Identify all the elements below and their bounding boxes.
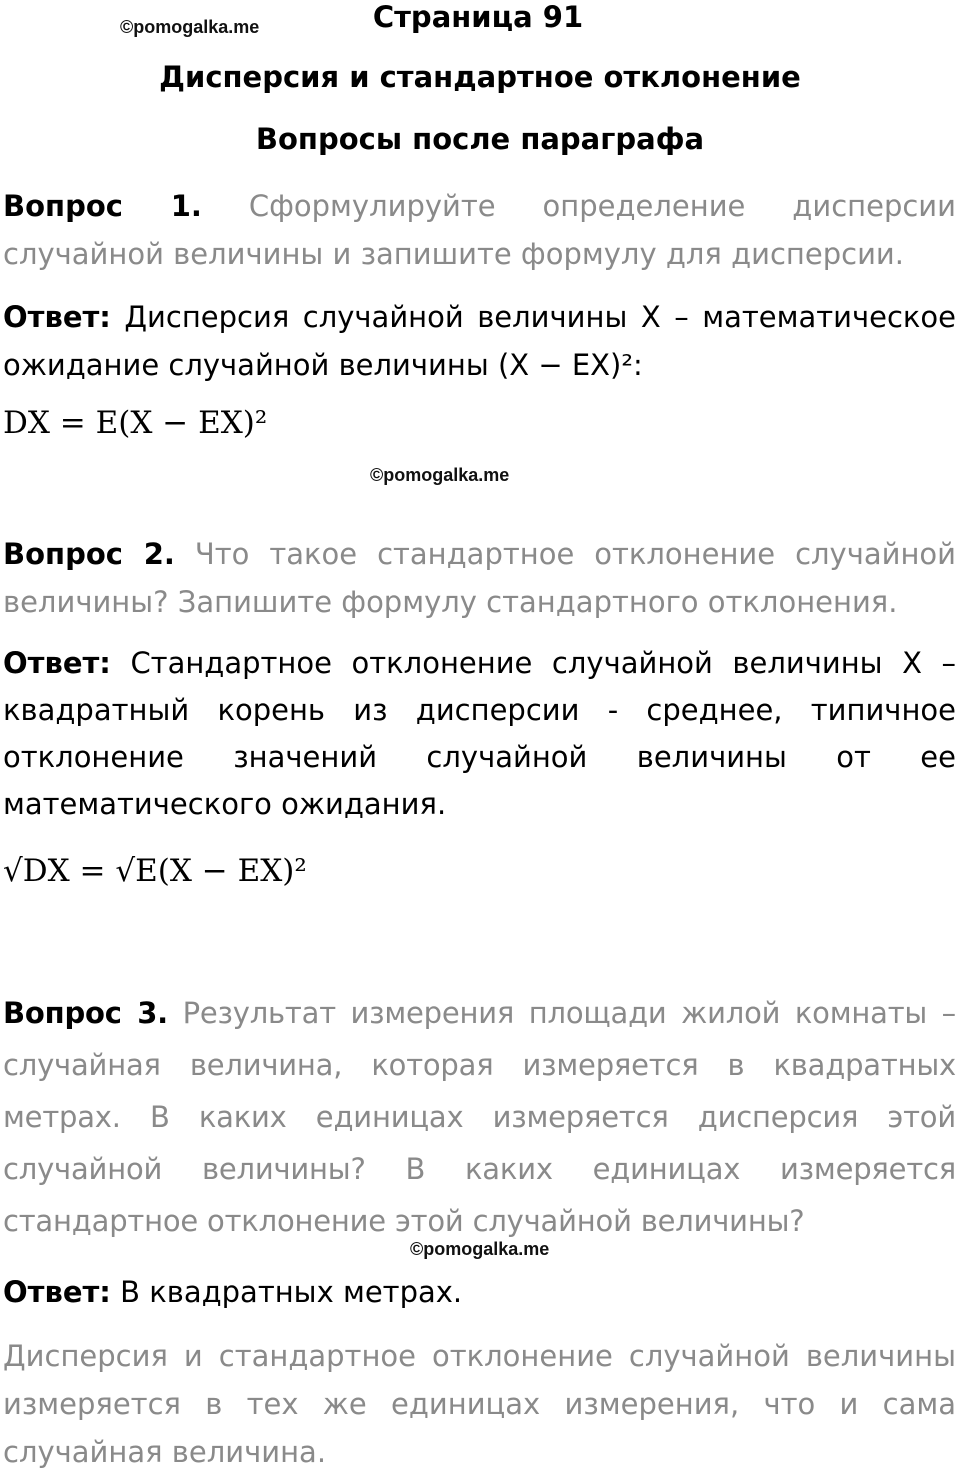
answer-3-text: В квадратных метрах. (120, 1275, 463, 1309)
question-1-label: Вопрос 1. (3, 189, 202, 223)
topic-title: Дисперсия и стандартное отклонение (159, 60, 801, 94)
question-3-label: Вопрос 3. (3, 996, 168, 1030)
answer-3-note: Дисперсия и стандартное отклонение случайной величины измеряется в тех же единицах измерения, что и сама случайная величина. (3, 1339, 956, 1469)
answer-1 (3, 293, 956, 389)
question-1-text: Сформулируйте определение дисперсии случайной величины и запишите формулу для дисперсии. (3, 189, 956, 271)
formula-1: DX = E(X − EX)² (3, 405, 268, 441)
answer-2-text: Стандартное отклонение случайной величины X – квадратный корень из дисперсии - среднее, типичное отклонение значений случайной величины от ее математического ожидания. (3, 646, 957, 821)
question-3 (3, 987, 956, 1247)
question-1 (3, 182, 956, 278)
answer-2-label: Ответ: (3, 646, 111, 680)
question-2 (3, 530, 956, 626)
watermark-middle: ©pomogalka.me (370, 465, 510, 485)
question-2-text: Что такое стандартное отклонение случайной величины? Запишите формулу стандартного отклонения. (3, 537, 957, 619)
question-2-label: Вопрос 2. (3, 537, 175, 571)
answer-2 (3, 640, 956, 828)
watermark-top: ©pomogalka.me (120, 17, 260, 37)
question-3-text: Результат измерения площади жилой комнаты – случайная величина, которая измеряется в квадратных метрах. В каких единицах измеряется дисперсия этой случайной величины? В каких единицах измеряется стандартное отклонение этой случайной величины? (3, 996, 956, 1238)
answer-1-text: Дисперсия случайной величины X – математическое ожидание случайной величины (X − EX)²: (3, 300, 957, 382)
formula-2: √DX = √E(X − EX)² (3, 853, 307, 889)
section-title: Вопросы после параграфа (255, 122, 705, 156)
answer-3-label: Ответ: (3, 1275, 111, 1309)
page-title: Страница 91 (372, 0, 584, 34)
watermark-bottom: ©pomogalka.me (410, 1239, 550, 1259)
answer-3 (3, 1272, 956, 1312)
answer-1-label: Ответ: (3, 300, 111, 334)
